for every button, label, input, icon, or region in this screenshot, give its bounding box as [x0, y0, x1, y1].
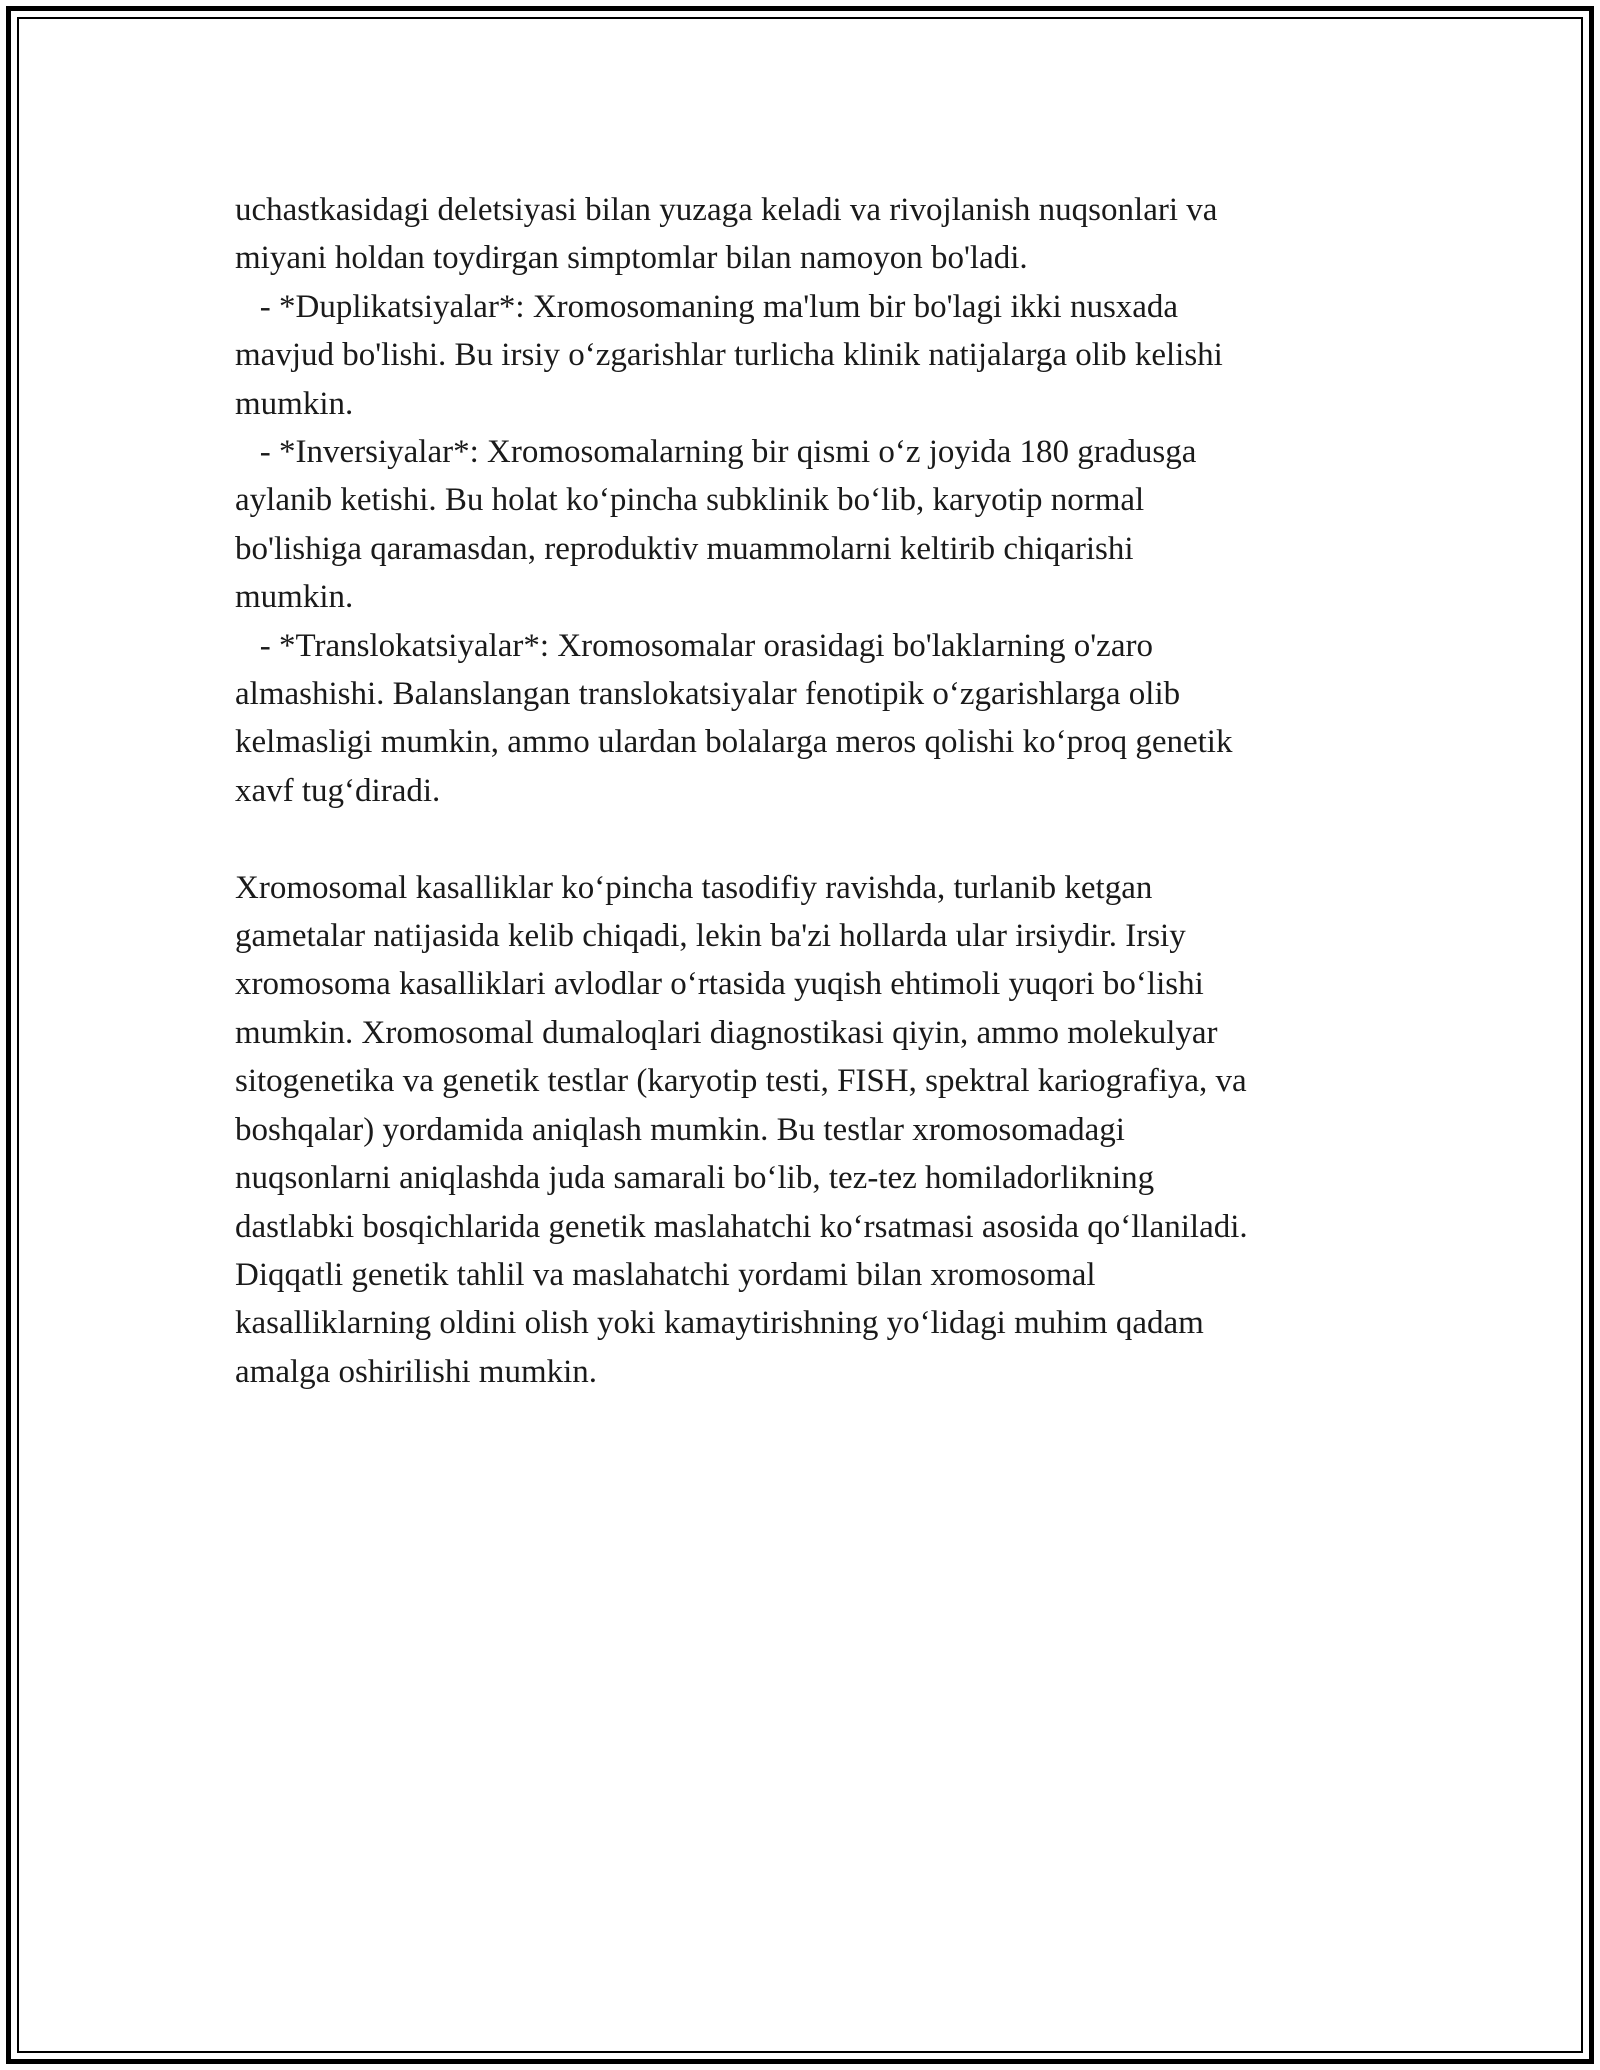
paragraph-line: boshqalar) yordamida aniqlash mumkin. Bu testlar xromosomadagi	[235, 1111, 1125, 1148]
text-line: mumkin.	[235, 579, 354, 616]
text-line: mavjud bo'lishi. Bu irsiy o‘zgarishlar turlicha klinik natijalarga olib kelishi	[235, 337, 1223, 374]
paragraph-gap	[235, 815, 1385, 863]
list-item-translokatsiyalar: - *Translokatsiyalar*: Xromosomalar orasidagi bo'laklarning o'zaro	[235, 627, 1153, 664]
paragraph-line: nuqsonlarni aniqlashda juda samarali bo‘lib, tez-tez homiladorlikning	[235, 1160, 1155, 1197]
paragraph-line: sitogenetika va genetik testlar (karyotip testi, FISH, spektral kariografiya, va	[235, 1063, 1247, 1100]
paragraph-line: kasalliklarning oldini olish yoki kamaytirishning yo‘lidagi muhim qadam	[235, 1305, 1204, 1342]
text-line: kelmasligi mumkin, ammo ulardan bolalarga meros qolishi ko‘proq genetik	[235, 724, 1233, 761]
paragraph-line: amalga oshirilishi mumkin.	[235, 1353, 598, 1390]
paragraph-line: Diqqatli genetik tahlil va maslahatchi yordami bilan xromosomal	[235, 1256, 1096, 1293]
list-item-duplikatsiyalar: - *Duplikatsiyalar*: Xromosomaning ma'lum bir bo'lagi ikki nusxada	[235, 288, 1179, 325]
text-line: miyani holdan toydirgan simptomlar bilan namoyon bo'ladi.	[235, 240, 1028, 277]
text-line: bo'lishiga qaramasdan, reproduktiv muammolarni keltirib chiqarishi	[235, 530, 1134, 567]
list-item-inversiyalar: - *Inversiyalar*: Xromosomalarning bir qismi o‘z joyida 180 gradusga	[235, 434, 1197, 471]
paragraph-line: dastlabki bosqichlarida genetik maslahatchi ko‘rsatmasi asosida qo‘llaniladi.	[235, 1208, 1248, 1245]
text-line: mumkin.	[235, 385, 354, 422]
paragraph-line: xromosoma kasalliklari avlodlar o‘rtasida yuqish ehtimoli yuqori bo‘lishi	[235, 966, 1204, 1003]
text-line: uchastkasidagi deletsiyasi bilan yuzaga keladi va rivojlanish nuqsonlari va	[235, 192, 1218, 228]
paragraph-line: mumkin. Xromosomal dumaloqlari diagnostikasi qiyin, ammo molekulyar	[235, 1014, 1218, 1051]
document-body	[235, 186, 1385, 1396]
text-line: xavf tug‘diradi.	[235, 772, 441, 809]
paragraph-line: Xromosomal kasalliklar ko‘pincha tasodifiy ravishda, turlanib ketgan	[235, 869, 1153, 906]
text-line: aylanib ketishi. Bu holat ko‘pincha subklinik bo‘lib, karyotip normal	[235, 482, 1145, 519]
text-line: almashishi. Balanslangan translokatsiyalar fenotipik o‘zgarishlarga olib	[235, 676, 1181, 713]
paragraph-line: gametalar natijasida kelib chiqadi, lekin ba'zi hollarda ular irsiydir. Irsiy	[235, 918, 1186, 955]
